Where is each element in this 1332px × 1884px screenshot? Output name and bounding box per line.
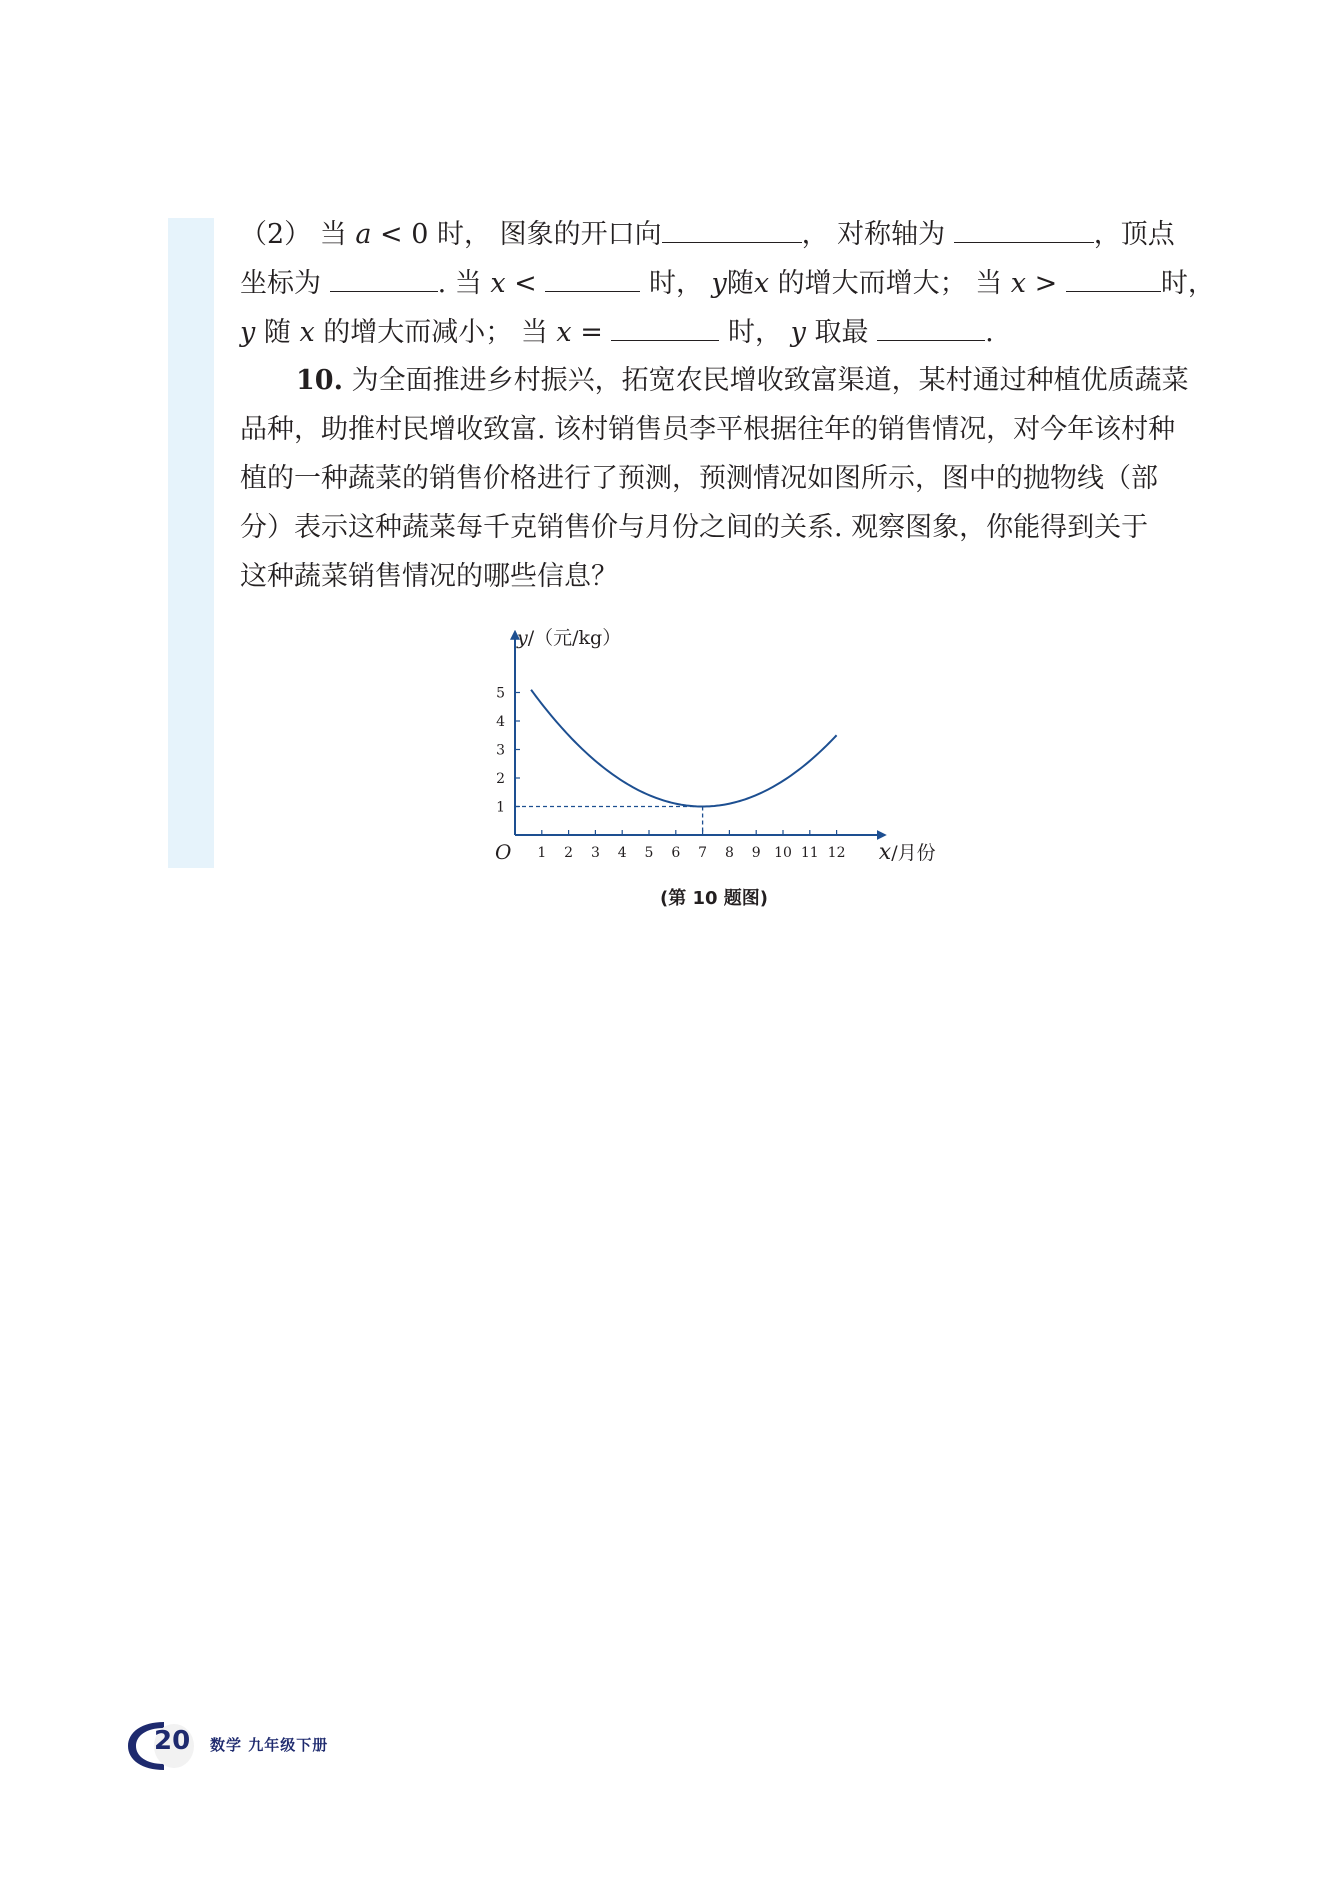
figure-caption: (第 10 题图) <box>660 888 769 909</box>
y-tick-label: 3 <box>496 742 505 759</box>
y-tick-label: 5 <box>496 685 505 702</box>
x-tick-label: 9 <box>751 845 761 861</box>
q10-line-5: 这种蔬菜销售情况的哪些信息？ <box>240 561 618 592</box>
x-axis-unit: /月份 <box>891 842 936 864</box>
x-tick-label: 10 <box>774 845 792 861</box>
y-axis-title <box>516 627 621 649</box>
x-tick-label: 11 <box>800 845 819 861</box>
q9-line-2: 坐标为 . 当 x < 时， y随x 的增大而增大； 当 x > 时， <box>240 259 1200 308</box>
x-tick-label: 8 <box>724 845 734 861</box>
q10-line-2: 品种，助推村民增收致富. 该村销售员李平根据往年的销售情况，对今年该村种 <box>240 414 1176 445</box>
origin-label: O <box>495 840 512 864</box>
x-tick-label: 7 <box>698 845 708 861</box>
answer-blank[interactable] <box>954 212 1094 243</box>
question-number: 10. <box>296 365 343 396</box>
q10-line-4: 分）表示这种蔬菜每千克销售价与月份之间的关系. 观察图象，你能得到关于 <box>240 512 1149 543</box>
parabola-curve <box>531 690 837 807</box>
question-10 <box>240 356 1200 601</box>
x-tick-label: 1 <box>537 845 547 861</box>
x-tick-label: 2 <box>564 845 574 861</box>
q10-line-1: 10. 为全面推进乡村振兴，拓宽农民增收致富渠道，某村通过种植优质蔬菜 <box>296 365 1189 396</box>
x-tick-label: 5 <box>644 845 654 861</box>
q10-line-3: 植的一种蔬菜的销售价格进行了预测，预测情况如图所示，图中的抛物线（部 <box>240 463 1158 494</box>
answer-blank[interactable] <box>877 310 985 341</box>
y-tick-label: 1 <box>496 799 505 816</box>
x-tick-label: 12 <box>827 845 846 861</box>
q9-line-1: （2） 当 a < 0 时， 图象的开口向 ， 对称轴为 ，顶点 <box>240 210 1200 259</box>
x-axis-var: x <box>878 840 892 865</box>
question-sidebar <box>168 218 214 868</box>
question-9-part-2 <box>240 210 1215 357</box>
answer-blank[interactable] <box>330 261 438 292</box>
y-tick-label: 4 <box>496 714 505 730</box>
x-tick-label: 4 <box>617 845 627 861</box>
y-tick-label: 2 <box>496 771 505 787</box>
answer-blank[interactable] <box>662 212 802 243</box>
answer-blank[interactable] <box>545 261 640 292</box>
x-tick-label: 3 <box>590 845 600 861</box>
page-footer <box>124 1720 384 1772</box>
x-tick-label: 6 <box>671 845 681 861</box>
parabola-chart <box>480 620 950 880</box>
q9-line-3: y 随 x 的增大而减小； 当 x = 时， y 取最 . <box>240 308 1200 357</box>
x-axis-title <box>879 840 936 865</box>
book-title: 数学 九年级下册 <box>210 1736 329 1754</box>
y-axis-unit: /（元/kg） <box>527 627 622 649</box>
answer-blank[interactable] <box>1066 261 1161 292</box>
page-number: 20 <box>154 1726 191 1756</box>
answer-blank[interactable] <box>611 310 719 341</box>
y-axis-var: y <box>517 627 528 649</box>
